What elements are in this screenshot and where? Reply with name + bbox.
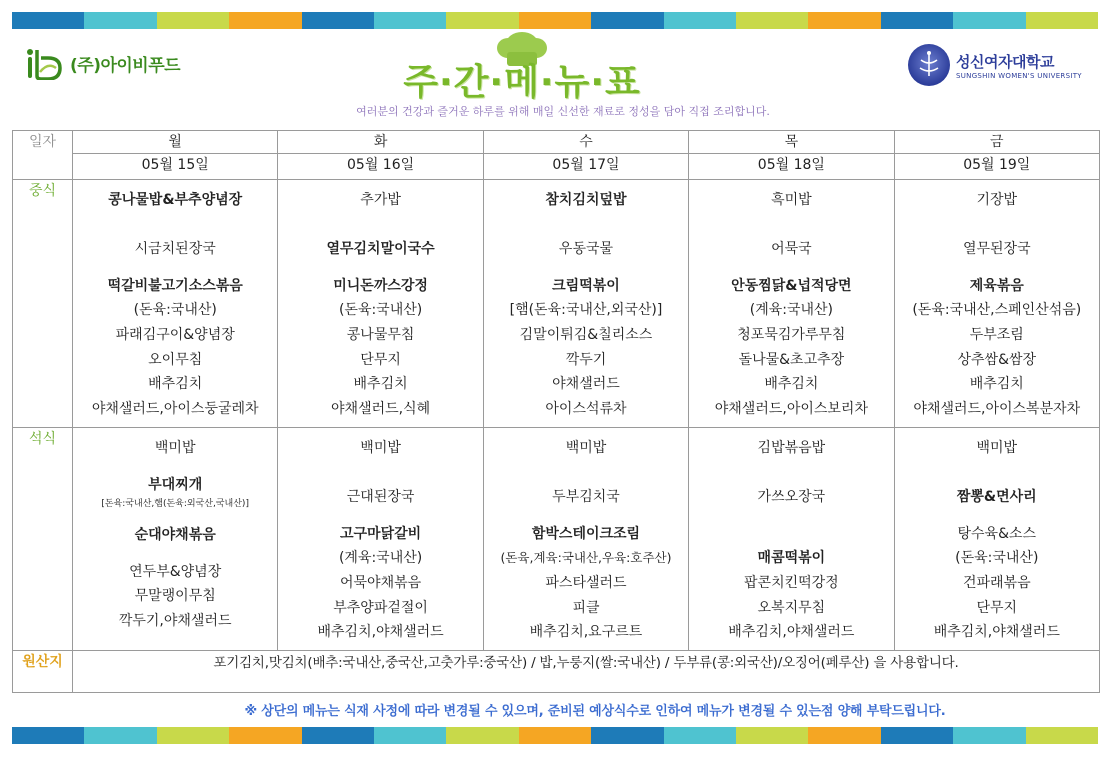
- date-header-row: [13, 154, 1100, 180]
- day-mon: 월: [73, 131, 278, 154]
- menu-item: 콩나물밥&부추양념장: [108, 192, 243, 208]
- menu-item: 부추양파겉절이: [333, 599, 428, 616]
- lunch-label: 중식: [13, 180, 73, 428]
- lunch-cell-tue: [278, 180, 483, 428]
- stripe-segment: [519, 12, 591, 29]
- top-color-stripe: [12, 12, 1098, 29]
- menu-item: 배추김치: [969, 376, 1024, 393]
- menu-item: 돌나물&초고추장: [738, 351, 845, 368]
- menu-item: 흑미밥: [771, 192, 812, 208]
- date-wed: 05월 17일: [483, 154, 688, 180]
- menu-item: 피클: [572, 599, 600, 616]
- menu-item-origin: (계육:국내산): [749, 302, 833, 319]
- menu-item: 백미밥: [154, 440, 196, 456]
- stripe-segment: [229, 727, 301, 744]
- stripe-segment: [446, 727, 518, 744]
- menu-item: 짬뽕&면사리: [956, 489, 1037, 506]
- origin-row: [13, 651, 1100, 693]
- stripe-segment: [84, 12, 156, 29]
- university-name: 성신여자대학교: [956, 52, 1054, 71]
- company-name: (주)아이비푸드: [70, 55, 181, 76]
- stripe-segment: [953, 12, 1025, 29]
- dinner-cell-tue: [278, 428, 483, 651]
- menu-item: 가쓰오장국: [757, 489, 826, 506]
- lunch-cell-fri: [894, 180, 1099, 428]
- stripe-segment: [664, 12, 736, 29]
- stripe-segment: [591, 12, 663, 29]
- stripe-segment: [1026, 727, 1098, 744]
- menu-item: 열무김치말이국수: [326, 241, 435, 258]
- dinner-cell-fri: [894, 428, 1099, 651]
- menu-item-origin: (돈육:국내산): [955, 550, 1039, 567]
- menu-item: 청포묵김가루무침: [737, 326, 846, 343]
- lunch-cell-mon: [73, 180, 278, 428]
- menu-item: 파래김구이&양념장: [115, 326, 235, 343]
- menu-item: 순대야채볶음: [134, 527, 216, 544]
- menu-item: 단무지: [360, 351, 401, 368]
- menu-item: 배추김치,야채샐러드: [728, 624, 855, 641]
- menu-item: 배추김치: [764, 376, 819, 393]
- menu-item: 근대된장국: [346, 489, 415, 506]
- page-subtitle: 여러분의 건강과 즐거운 하루를 위해 매일 신선한 재료로 정성을 담아 직접 조리합니다.: [356, 105, 770, 118]
- university-logo: [908, 44, 1082, 86]
- menu-item: 미니돈까스강정: [333, 277, 428, 294]
- menu-item: 연두부&양념장: [129, 563, 222, 580]
- menu-item: 파스타샐러드: [545, 574, 627, 591]
- menu-item: 시금치된장국: [134, 241, 216, 258]
- stripe-segment: [736, 727, 808, 744]
- page-title: 주·간·메·뉴·표: [403, 62, 641, 103]
- menu-item-origin: (돈육,계육:국내산,우육:호주산): [500, 550, 672, 566]
- menu-item: 상추쌈&쌈장: [957, 351, 1037, 368]
- menu-item: 야채샐러드,아이스보리차: [714, 400, 868, 417]
- dinner-label: 석식: [13, 428, 73, 651]
- menu-item: 배추김치: [353, 376, 408, 393]
- menu-item-origin: (돈육:국내산,스페인산섞음): [912, 302, 1082, 319]
- menu-item: 고구마닭갈비: [340, 525, 422, 542]
- menu-item: 떡갈비불고기소스볶음: [107, 277, 243, 294]
- stripe-segment: [229, 12, 301, 29]
- menu-item: 오이무침: [148, 351, 203, 368]
- menu-item: 안동찜닭&넙적당면: [731, 277, 852, 294]
- menu-item: 함박스테이크조림: [531, 525, 641, 542]
- menu-item: 어묵야채볶음: [340, 574, 422, 591]
- menu-item: 야채샐러드,아이스둥굴레차: [91, 400, 259, 417]
- date-mon: 05월 15일: [73, 154, 278, 180]
- stripe-segment: [12, 727, 84, 744]
- day-thu: 목: [689, 131, 894, 154]
- menu-item: 백미밥: [976, 440, 1018, 456]
- menu-item: 야채샐러드,아이스복분자차: [913, 400, 1081, 417]
- menu-item: 크림떡볶이: [552, 277, 620, 294]
- menu-item-origin: (돈육:국내산): [133, 302, 217, 319]
- day-fri: 금: [894, 131, 1099, 154]
- menu-item: 열무된장국: [962, 241, 1031, 258]
- date-tue: 05월 16일: [278, 154, 483, 180]
- stripe-segment: [157, 727, 229, 744]
- menu-item: 팝콘치킨떡강정: [744, 574, 839, 591]
- menu-item-origin: [햄(돈육:국내산,외국산)]: [509, 302, 663, 319]
- dinner-row: [13, 428, 1100, 651]
- stripe-segment: [591, 727, 663, 744]
- menu-item: 무말랭이무침: [134, 588, 216, 605]
- stripe-segment: [881, 12, 953, 29]
- stripe-segment: [84, 727, 156, 744]
- stripe-segment: [736, 12, 808, 29]
- weekly-menu-table: [12, 130, 1100, 693]
- menu-item: 깍두기: [565, 351, 607, 368]
- stripe-segment: [953, 727, 1025, 744]
- menu-item: 매콤떡볶이: [757, 550, 826, 567]
- notice-text: ※ 상단의 메뉴는 식재 사정에 따라 변경될 수 있으며, 준비된 예상식수로 인하여 메뉴가 변경될 수 있는점 양해 부탁드립니다.: [244, 704, 946, 719]
- ib-logo-icon: [24, 46, 64, 80]
- menu-item: 제육볶음: [969, 277, 1024, 294]
- stripe-segment: [12, 12, 84, 29]
- stripe-segment: [881, 727, 953, 744]
- stripe-segment: [374, 727, 446, 744]
- menu-item: 김말이튀김&칠리소스: [519, 326, 653, 343]
- menu-item: 부대찌개: [148, 476, 203, 493]
- stripe-segment: [302, 12, 374, 29]
- menu-item: 아이스석류차: [545, 400, 627, 417]
- menu-item-origin: (계육:국내산): [338, 550, 423, 567]
- menu-item: 김밥볶음밥: [757, 440, 826, 456]
- menu-item: 단무지: [976, 599, 1018, 616]
- menu-item: 두부조림: [969, 326, 1024, 343]
- menu-item: 깍두기,야채샐러드: [118, 612, 232, 629]
- menu-item: 배추김치,요구르트: [529, 624, 643, 641]
- university-seal-icon: [908, 44, 950, 86]
- date-fri: 05월 19일: [894, 154, 1099, 180]
- menu-item: 백미밥: [565, 440, 607, 456]
- menu-item: 배추김치,야채샐러드: [317, 624, 444, 641]
- stripe-segment: [302, 727, 374, 744]
- title-block: [392, 30, 652, 105]
- menu-item: 우동국물: [558, 241, 614, 258]
- dinner-cell-wed: [483, 428, 688, 651]
- university-name-en: SUNGSHIN WOMEN'S UNIVERSITY: [956, 71, 1082, 80]
- menu-item: 어묵국: [771, 241, 812, 258]
- menu-item: 야채샐러드,식혜: [331, 400, 431, 417]
- stripe-segment: [446, 12, 518, 29]
- company-logo: [24, 46, 180, 80]
- menu-item: 백미밥: [360, 440, 401, 456]
- stripe-segment: [664, 727, 736, 744]
- dinner-cell-thu: [689, 428, 894, 651]
- menu-item: 배추김치,야채샐러드: [933, 624, 1060, 641]
- lunch-cell-wed: [483, 180, 688, 428]
- lunch-cell-thu: [689, 180, 894, 428]
- lunch-row: [13, 180, 1100, 428]
- stripe-segment: [157, 12, 229, 29]
- day-header-row: [13, 131, 1100, 154]
- bottom-color-stripe: [12, 727, 1098, 744]
- stripe-segment: [808, 12, 880, 29]
- menu-item: 건파래볶음: [962, 574, 1031, 591]
- menu-item: 야채샐러드: [552, 376, 620, 393]
- stripe-segment: [1026, 12, 1098, 29]
- menu-item: 콩나물무침: [346, 326, 415, 343]
- menu-item-origin: [돈육:국내산,햄(돈육:외국산,국내산)]: [101, 499, 249, 510]
- origin-text: 포기김치,맛김치(배추:국내산,중국산,고춧가루:중국산) / 밥,누룽지(쌀:국내산) / 두부류(콩:외국산)/오징어(페루산) 을 사용합니다.: [73, 651, 1100, 693]
- menu-item: 참치김치덮밥: [545, 192, 627, 208]
- stripe-segment: [519, 727, 591, 744]
- date-label: 일자: [13, 131, 73, 180]
- menu-item-origin: (돈육:국내산): [338, 302, 423, 319]
- day-tue: 화: [278, 131, 483, 154]
- menu-item: 오복지무침: [757, 599, 826, 616]
- dinner-cell-mon: [73, 428, 278, 651]
- stripe-segment: [374, 12, 446, 29]
- date-thu: 05월 18일: [689, 154, 894, 180]
- stripe-segment: [808, 727, 880, 744]
- menu-item: 탕수육&소스: [957, 525, 1037, 542]
- menu-item: 기장밥: [976, 192, 1018, 208]
- menu-item: 배추김치: [148, 376, 203, 393]
- day-wed: 수: [483, 131, 688, 154]
- origin-label: 원산지: [13, 651, 73, 693]
- menu-item: 두부김치국: [552, 489, 620, 506]
- menu-item: 추가밥: [360, 192, 401, 208]
